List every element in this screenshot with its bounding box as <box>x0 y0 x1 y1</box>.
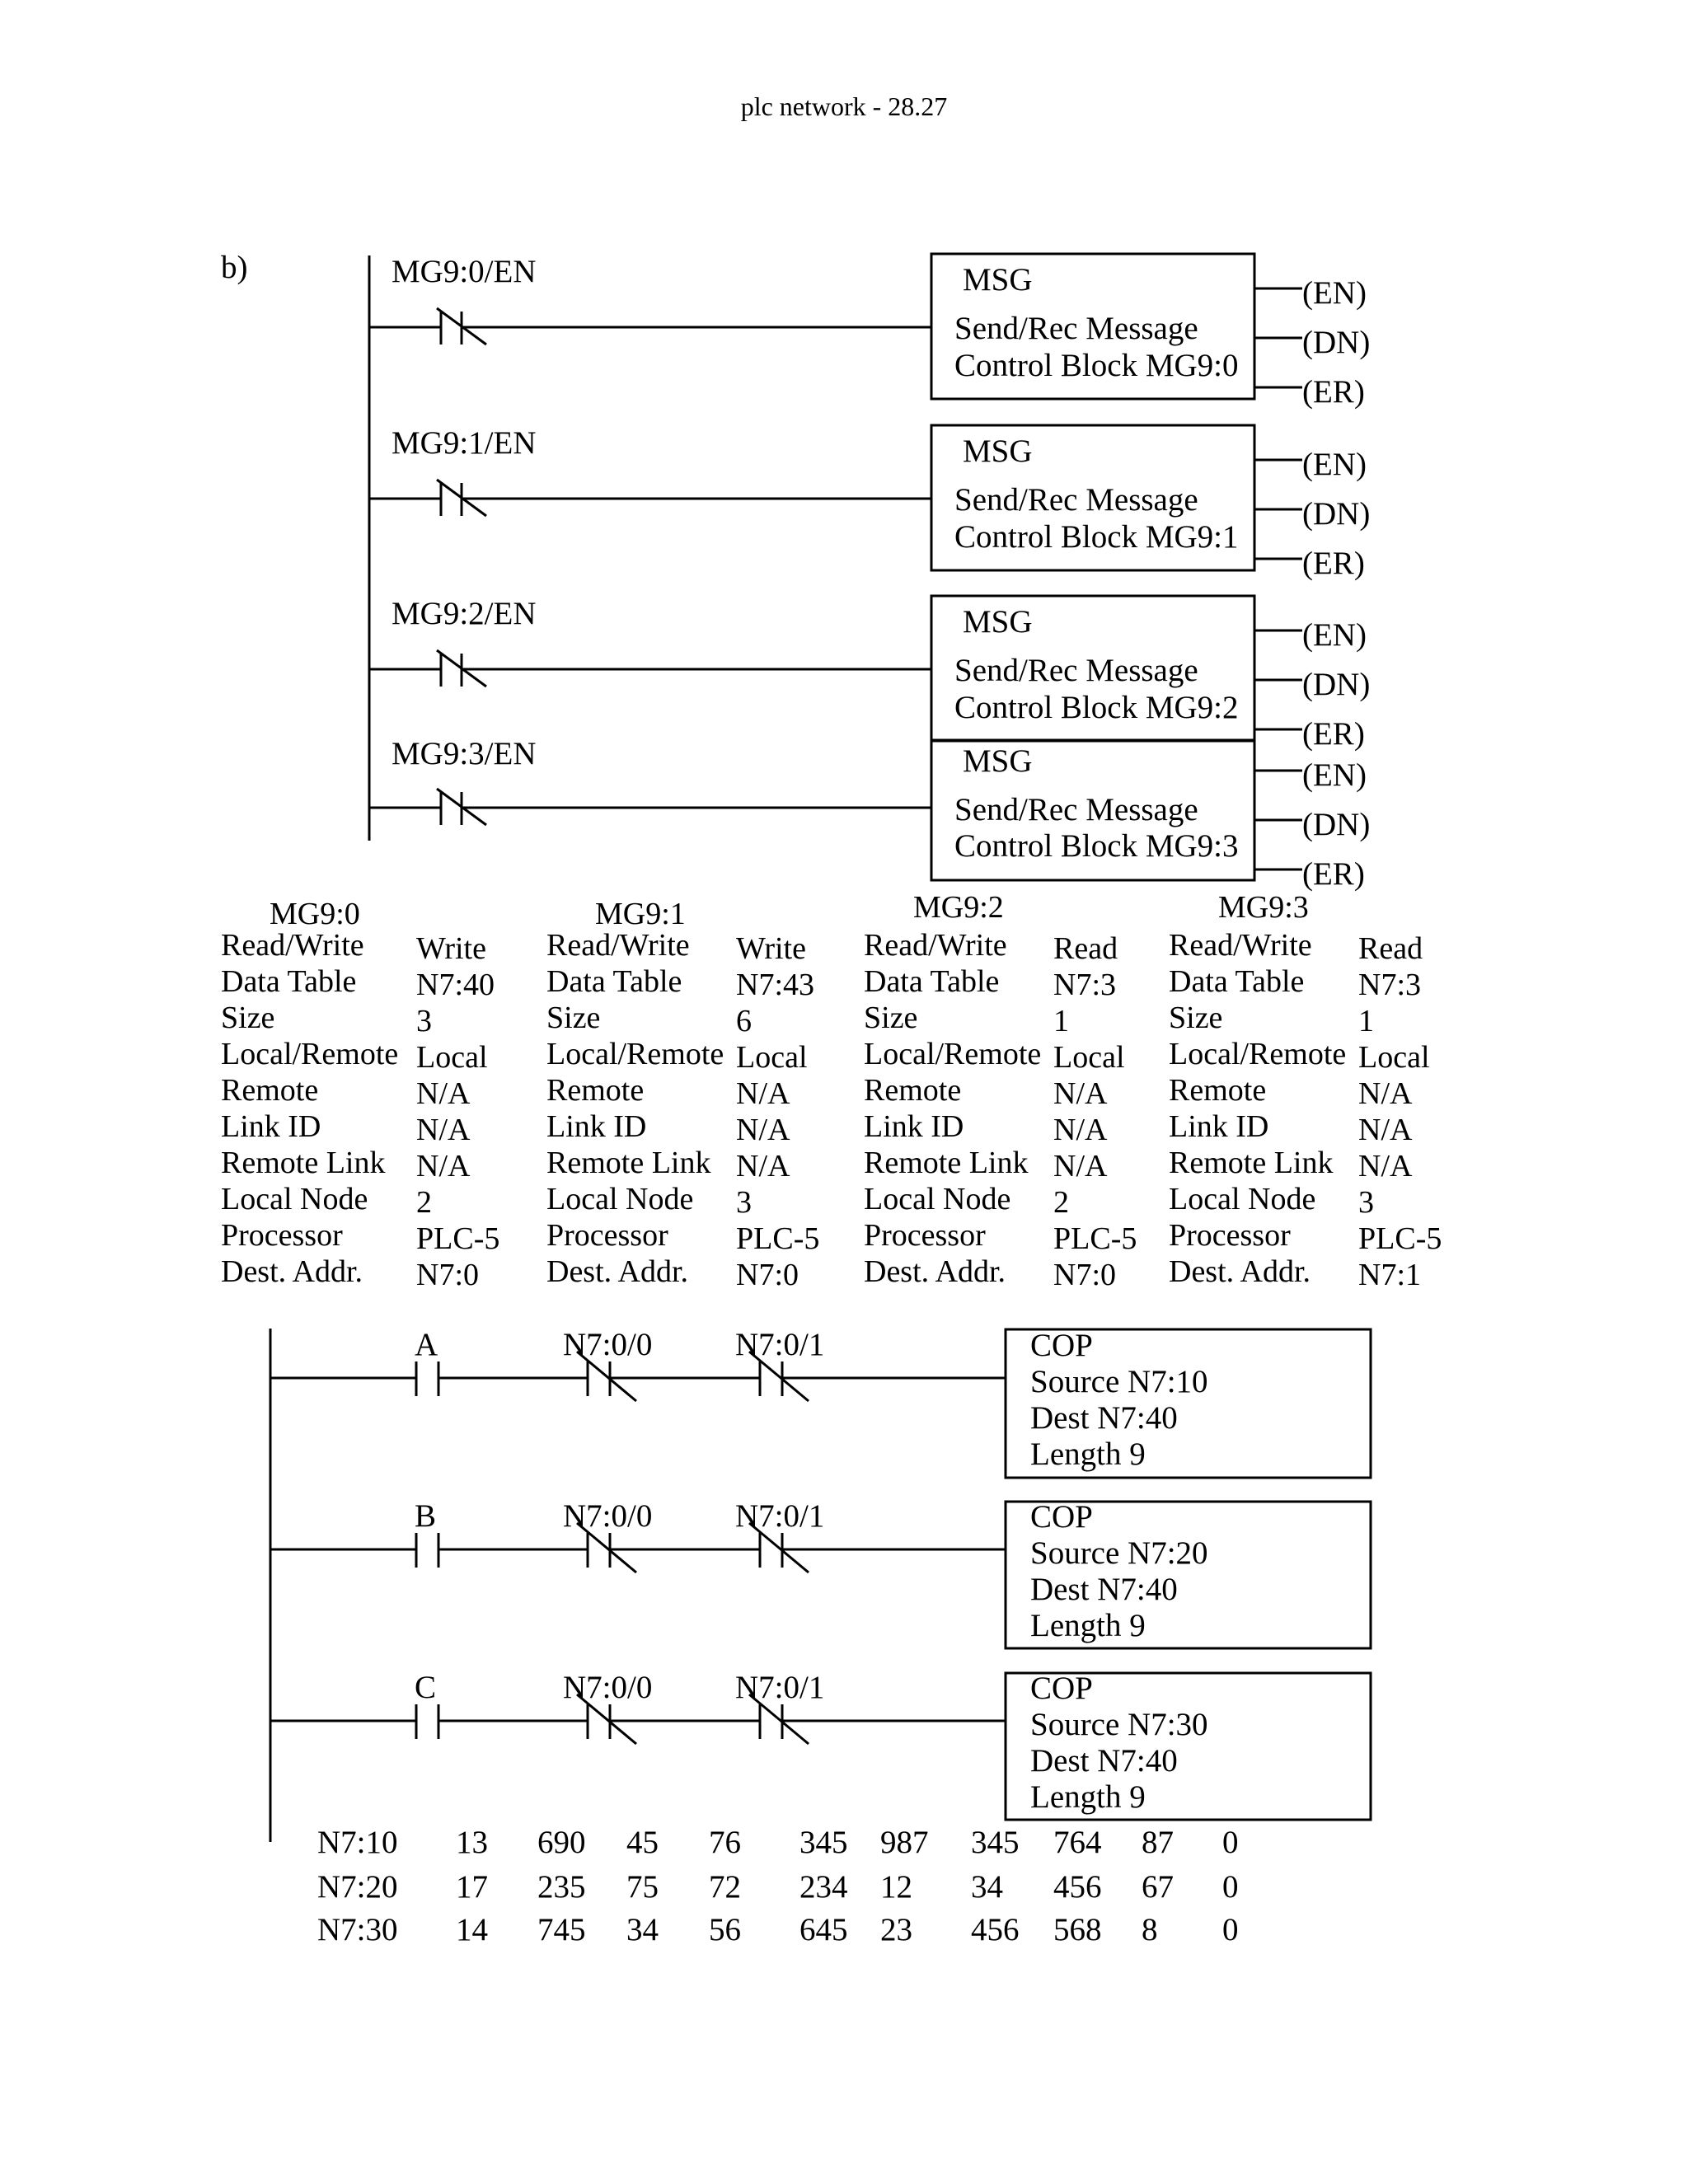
config-label-3-6: Remote Link <box>1169 1146 1334 1180</box>
config-label-0-2: Size <box>221 1001 275 1035</box>
data-cell-2-5: 23 <box>880 1912 912 1947</box>
config-label-1-7: Local Node <box>546 1182 694 1216</box>
data-cell-0-3: 76 <box>709 1825 741 1860</box>
data-cell-2-2: 34 <box>626 1912 659 1947</box>
config-value-2-6: N/A <box>1053 1149 1108 1183</box>
config-value-0-2: 3 <box>416 1004 432 1038</box>
config-value-2-2: 1 <box>1053 1004 1069 1038</box>
config-value-3-2: 1 <box>1358 1004 1374 1038</box>
data-row-address-0: N7:10 <box>317 1825 398 1860</box>
config-value-3-3: Local <box>1358 1040 1430 1075</box>
data-cell-1-5: 12 <box>880 1869 912 1905</box>
config-value-1-9: N7:0 <box>736 1258 799 1292</box>
msg-output-en-2: (EN) <box>1302 617 1367 653</box>
data-cell-2-8: 8 <box>1142 1912 1158 1947</box>
data-cell-1-4: 234 <box>799 1869 848 1905</box>
config-label-1-9: Dest. Addr. <box>546 1254 689 1289</box>
cop-dest-1: Dest N7:40 <box>1030 1572 1178 1607</box>
config-value-3-0: Read <box>1358 931 1423 966</box>
config-value-0-6: N/A <box>416 1149 471 1183</box>
config-label-0-6: Remote Link <box>221 1146 386 1180</box>
data-cell-1-0: 17 <box>456 1869 488 1905</box>
config-value-0-9: N7:0 <box>416 1258 479 1292</box>
data-cell-1-9: 0 <box>1222 1869 1239 1905</box>
config-value-1-7: 3 <box>736 1185 752 1220</box>
config-value-1-6: N/A <box>736 1149 790 1183</box>
data-cell-0-0: 13 <box>456 1825 488 1860</box>
msg-output-en-0: (EN) <box>1302 275 1367 311</box>
msg-output-en-3: (EN) <box>1302 757 1367 793</box>
data-row-address-1: N7:20 <box>317 1869 398 1905</box>
data-cell-0-7: 764 <box>1053 1825 1102 1860</box>
config-value-1-2: 6 <box>736 1004 752 1038</box>
cop-input-label-0: A <box>415 1327 438 1362</box>
msg-box-title-2: MSG <box>963 604 1033 640</box>
config-value-2-3: Local <box>1053 1040 1125 1075</box>
config-label-3-1: Data Table <box>1169 964 1305 999</box>
cop-box-title-0: COP <box>1030 1328 1093 1363</box>
cop-nc1-label-2: N7:0/0 <box>563 1670 653 1705</box>
config-value-2-0: Read <box>1053 931 1118 966</box>
config-value-0-8: PLC-5 <box>416 1221 500 1256</box>
config-label-1-2: Size <box>546 1001 601 1035</box>
data-cell-0-5: 987 <box>880 1825 929 1860</box>
data-cell-1-7: 456 <box>1053 1869 1102 1905</box>
config-value-2-7: 2 <box>1053 1185 1069 1220</box>
config-label-1-3: Local/Remote <box>546 1037 724 1071</box>
data-cell-0-1: 690 <box>537 1825 586 1860</box>
config-value-1-4: N/A <box>736 1076 790 1111</box>
msg-output-er-3: (ER) <box>1302 856 1365 892</box>
config-value-0-5: N/A <box>416 1113 471 1147</box>
config-value-2-9: N7:0 <box>1053 1258 1116 1292</box>
part-label: b) <box>221 250 248 285</box>
config-value-3-1: N7:3 <box>1358 968 1421 1002</box>
config-label-0-4: Remote <box>221 1073 319 1108</box>
config-label-1-1: Data Table <box>546 964 682 999</box>
msg-box-title-3: MSG <box>963 743 1033 779</box>
data-cell-1-2: 75 <box>626 1869 659 1905</box>
cop-source-0: Source N7:10 <box>1030 1364 1208 1399</box>
msg-box-line1-2: Send/Rec Message <box>954 653 1198 688</box>
config-label-0-3: Local/Remote <box>221 1037 399 1071</box>
data-cell-1-8: 67 <box>1142 1869 1174 1905</box>
cop-box-title-1: COP <box>1030 1499 1093 1535</box>
msg-contact-label-3: MG9:3/EN <box>392 736 537 771</box>
config-value-2-1: N7:3 <box>1053 968 1116 1002</box>
config-table-title-1: MG9:1 <box>595 897 686 931</box>
data-cell-2-9: 0 <box>1222 1912 1239 1947</box>
data-cell-1-6: 34 <box>971 1869 1003 1905</box>
msg-contact-label-2: MG9:2/EN <box>392 596 537 631</box>
config-label-3-5: Link ID <box>1169 1109 1269 1144</box>
config-value-1-8: PLC-5 <box>736 1221 820 1256</box>
data-cell-0-2: 45 <box>626 1825 659 1860</box>
cop-nc2-label-0: N7:0/1 <box>735 1327 825 1362</box>
config-label-3-8: Processor <box>1169 1218 1291 1253</box>
config-label-2-5: Link ID <box>864 1109 964 1144</box>
config-value-2-5: N/A <box>1053 1113 1108 1147</box>
cop-length-2: Length 9 <box>1030 1779 1146 1815</box>
config-label-2-6: Remote Link <box>864 1146 1029 1180</box>
config-label-2-9: Dest. Addr. <box>864 1254 1006 1289</box>
data-cell-0-6: 345 <box>971 1825 1020 1860</box>
config-label-1-4: Remote <box>546 1073 645 1108</box>
config-value-0-0: Write <box>416 931 486 966</box>
cop-nc1-label-0: N7:0/0 <box>563 1327 653 1362</box>
msg-output-en-1: (EN) <box>1302 447 1367 482</box>
config-value-1-0: Write <box>736 931 806 966</box>
msg-output-er-1: (ER) <box>1302 546 1365 581</box>
config-value-3-9: N7:1 <box>1358 1258 1421 1292</box>
msg-contact-label-0: MG9:0/EN <box>392 254 537 289</box>
cop-nc2-label-1: N7:0/1 <box>735 1498 825 1534</box>
cop-input-label-1: B <box>415 1498 437 1534</box>
config-label-2-4: Remote <box>864 1073 962 1108</box>
config-value-1-3: Local <box>736 1040 808 1075</box>
config-label-3-2: Size <box>1169 1001 1223 1035</box>
msg-output-dn-2: (DN) <box>1302 667 1371 702</box>
config-label-1-8: Processor <box>546 1218 668 1253</box>
config-value-0-7: 2 <box>416 1185 432 1220</box>
msg-box-title-0: MSG <box>963 262 1033 298</box>
config-label-3-9: Dest. Addr. <box>1169 1254 1311 1289</box>
data-cell-2-0: 14 <box>456 1912 488 1947</box>
data-cell-2-1: 745 <box>537 1912 586 1947</box>
data-cell-2-4: 645 <box>799 1912 848 1947</box>
config-value-0-3: Local <box>416 1040 488 1075</box>
config-value-0-1: N7:40 <box>416 968 495 1002</box>
msg-output-er-0: (ER) <box>1302 374 1365 410</box>
data-cell-2-3: 56 <box>709 1912 741 1947</box>
cop-nc1-label-1: N7:0/0 <box>563 1498 653 1534</box>
config-label-3-4: Remote <box>1169 1073 1267 1108</box>
config-label-0-8: Processor <box>221 1218 343 1253</box>
msg-box-line2-1: Control Block MG9:1 <box>954 519 1239 555</box>
config-value-3-5: N/A <box>1358 1113 1413 1147</box>
page-header: plc network - 28.27 <box>740 91 948 121</box>
config-label-1-0: Read/Write <box>546 928 690 963</box>
config-label-2-7: Local Node <box>864 1182 1011 1216</box>
config-table-title-0: MG9:0 <box>270 897 360 931</box>
config-table-title-3: MG9:3 <box>1218 890 1309 925</box>
cop-dest-0: Dest N7:40 <box>1030 1400 1178 1436</box>
cop-box-title-2: COP <box>1030 1671 1093 1706</box>
cop-input-label-2: C <box>415 1670 437 1705</box>
config-value-0-4: N/A <box>416 1076 471 1111</box>
msg-box-title-1: MSG <box>963 434 1033 469</box>
config-value-3-8: PLC-5 <box>1358 1221 1442 1256</box>
cop-nc2-label-2: N7:0/1 <box>735 1670 825 1705</box>
msg-box-line2-0: Control Block MG9:0 <box>954 348 1239 383</box>
data-row-address-2: N7:30 <box>317 1912 398 1947</box>
data-cell-0-9: 0 <box>1222 1825 1239 1860</box>
config-value-3-7: 3 <box>1358 1185 1374 1220</box>
config-label-0-1: Data Table <box>221 964 357 999</box>
data-cell-2-6: 456 <box>971 1912 1020 1947</box>
config-label-2-8: Processor <box>864 1218 986 1253</box>
data-cell-1-1: 235 <box>537 1869 586 1905</box>
config-label-1-5: Link ID <box>546 1109 647 1144</box>
msg-contact-label-1: MG9:1/EN <box>392 425 537 461</box>
cop-source-2: Source N7:30 <box>1030 1707 1208 1742</box>
config-label-3-3: Local/Remote <box>1169 1037 1347 1071</box>
config-label-3-0: Read/Write <box>1169 928 1312 963</box>
msg-output-dn-1: (DN) <box>1302 496 1371 532</box>
msg-box-line1-0: Send/Rec Message <box>954 311 1198 346</box>
msg-box-line2-3: Control Block MG9:3 <box>954 828 1239 864</box>
config-value-2-4: N/A <box>1053 1076 1108 1111</box>
config-value-1-1: N7:43 <box>736 968 814 1002</box>
config-value-3-4: N/A <box>1358 1076 1413 1111</box>
config-value-2-8: PLC-5 <box>1053 1221 1137 1256</box>
data-cell-2-7: 568 <box>1053 1912 1102 1947</box>
config-label-2-0: Read/Write <box>864 928 1007 963</box>
msg-output-dn-3: (DN) <box>1302 807 1371 842</box>
config-label-0-5: Link ID <box>221 1109 321 1144</box>
msg-output-er-2: (ER) <box>1302 716 1365 752</box>
cop-length-1: Length 9 <box>1030 1608 1146 1643</box>
config-label-2-3: Local/Remote <box>864 1037 1042 1071</box>
cop-dest-2: Dest N7:40 <box>1030 1743 1178 1779</box>
data-cell-0-4: 345 <box>799 1825 848 1860</box>
data-cell-0-8: 87 <box>1142 1825 1174 1860</box>
cop-source-1: Source N7:20 <box>1030 1535 1208 1571</box>
config-value-3-6: N/A <box>1358 1149 1413 1183</box>
config-label-3-7: Local Node <box>1169 1182 1316 1216</box>
msg-output-dn-0: (DN) <box>1302 325 1371 360</box>
config-table-title-2: MG9:2 <box>913 890 1004 925</box>
msg-box-line1-1: Send/Rec Message <box>954 482 1198 518</box>
msg-box-line2-2: Control Block MG9:2 <box>954 690 1239 725</box>
msg-box-line1-3: Send/Rec Message <box>954 792 1198 827</box>
config-label-1-6: Remote Link <box>546 1146 711 1180</box>
config-label-2-2: Size <box>864 1001 918 1035</box>
config-label-0-7: Local Node <box>221 1182 368 1216</box>
config-label-2-1: Data Table <box>864 964 1000 999</box>
config-label-0-0: Read/Write <box>221 928 364 963</box>
config-label-0-9: Dest. Addr. <box>221 1254 363 1289</box>
cop-length-0: Length 9 <box>1030 1436 1146 1472</box>
config-value-1-5: N/A <box>736 1113 790 1147</box>
data-cell-1-3: 72 <box>709 1869 741 1905</box>
